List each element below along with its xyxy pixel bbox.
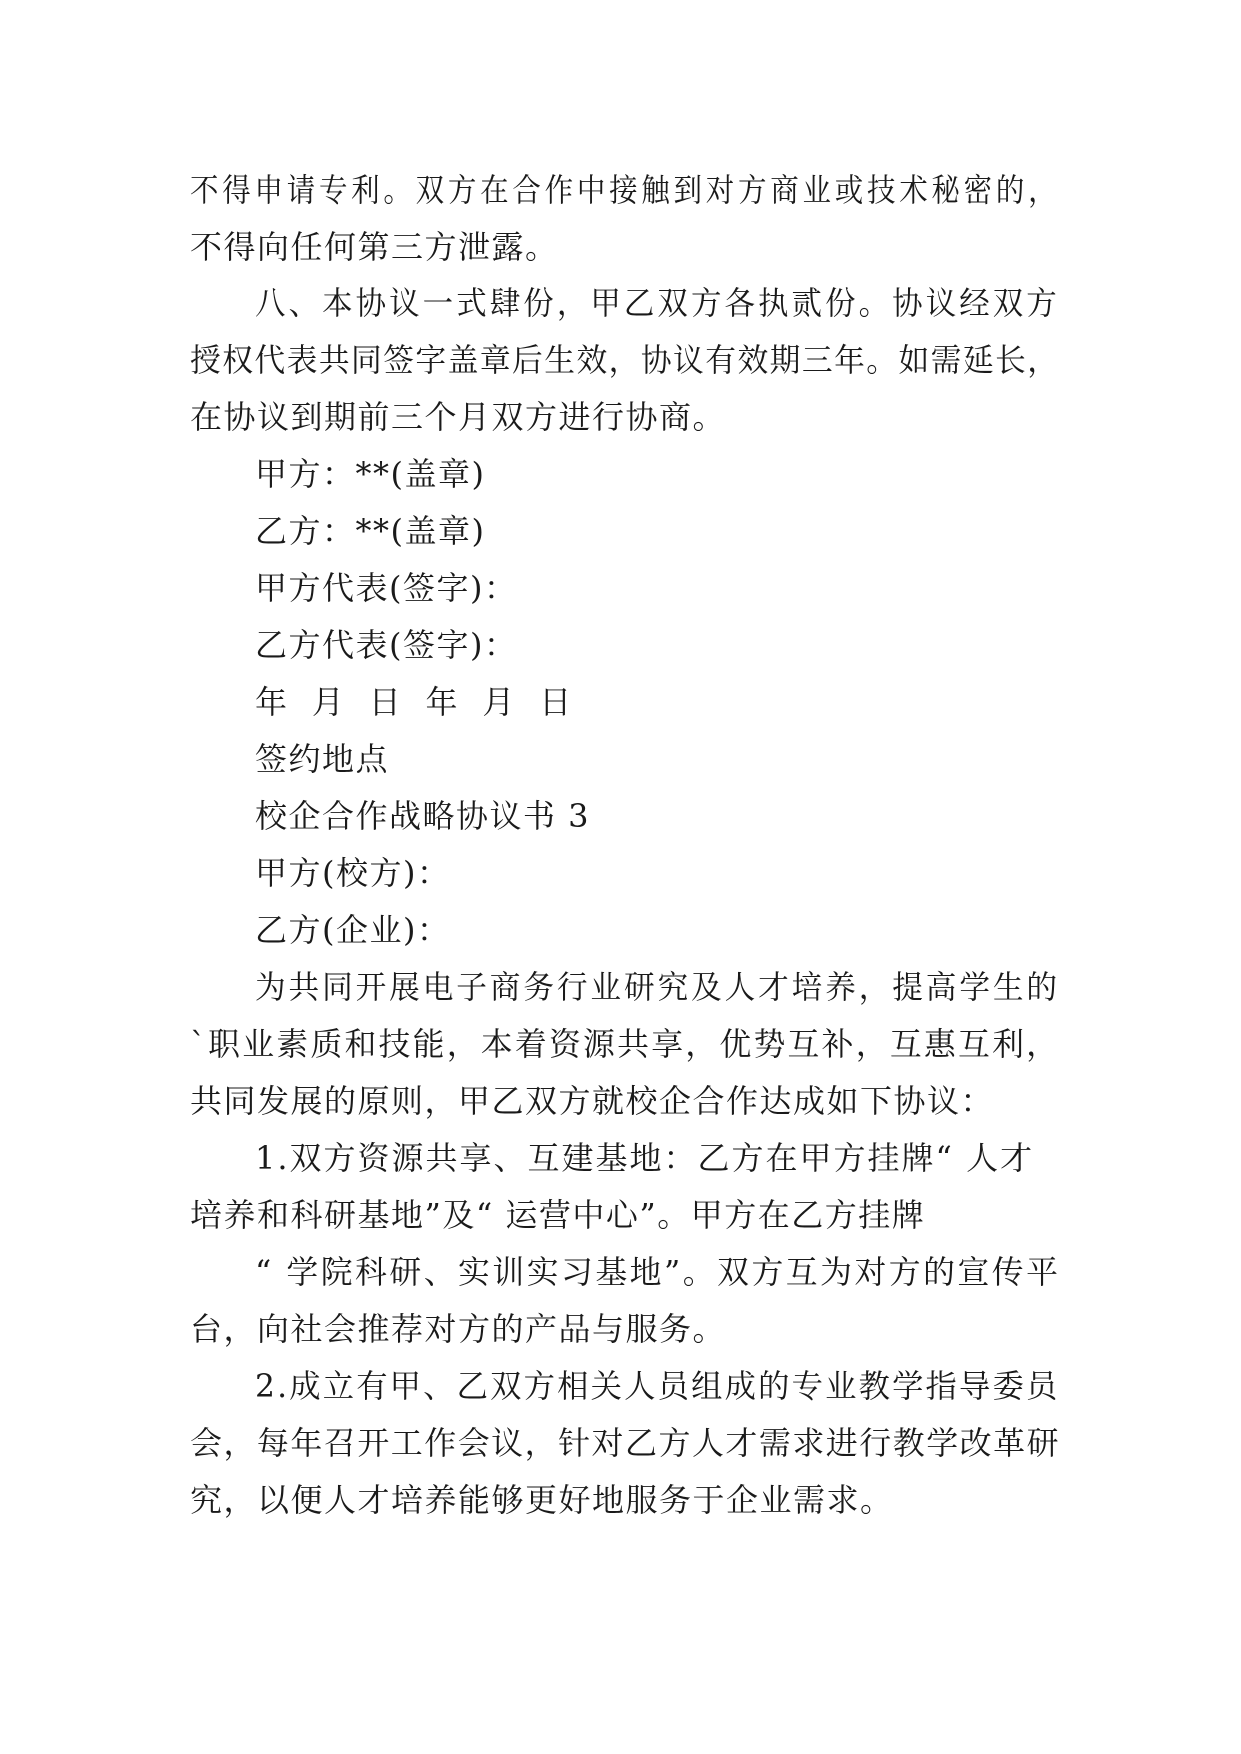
body-line: 授权代表共同签字盖章后生效，协议有效期三年。如需延长， <box>190 341 1060 379</box>
body-line: `职业素质和技能，本着资源共享，优势互补，互惠互利， <box>190 1025 1061 1063</box>
body-line: 不得申请专利。双方在合作中接触到对方商业或技术秘密的， <box>190 171 1061 209</box>
clause-2-line: 2.成立有甲、乙双方相关人员组成的专业教学指导委员 <box>255 1367 1060 1405</box>
signing-place: 签约地点 <box>255 740 390 778</box>
body-line: 在协议到期前三个月双方进行协商。 <box>190 398 727 436</box>
date-line: 年 月 日 年 月 日 <box>255 683 573 721</box>
signature-line: 乙方：**(盖章) <box>255 512 486 550</box>
body-line: 共同发展的原则，甲乙双方就校企合作达成如下协议： <box>190 1082 995 1120</box>
clause-2-line: 会，每年召开工作会议，针对乙方人才需求进行教学改革研 <box>190 1424 1061 1462</box>
clause-2-line: 究，以便人才培养能够更好地服务于企业需求。 <box>190 1481 894 1519</box>
signature-line: 乙方代表(签字)： <box>255 626 518 664</box>
signature-line: 甲方：**(盖章) <box>255 455 486 493</box>
body-line: 不得向任何第三方泄露。 <box>190 228 559 266</box>
clause-1-line: 台，向社会推荐对方的产品与服务。 <box>190 1310 727 1348</box>
signature-line: 甲方代表(签字)： <box>255 569 518 607</box>
party-line: 乙方(企业)： <box>255 911 451 949</box>
body-line: 为共同开展电子商务行业研究及人才培养，提高学生的 <box>255 968 1060 1006</box>
section-title: 校企合作战略协议书 3 <box>255 797 591 835</box>
party-line: 甲方(校方)： <box>255 854 451 892</box>
body-line: 八、本协议一式肆份，甲乙双方各执贰份。协议经双方 <box>255 284 1060 322</box>
clause-1-line: 1.双方资源共享、互建基地：乙方在甲方挂牌“ 人才 <box>255 1139 1035 1177</box>
clause-1-line: 培养和科研基地”及“ 运营中心”。甲方在乙方挂牌 <box>190 1196 926 1234</box>
clause-1-line: “ 学院科研、实训实习基地”。双方互为对方的宣传平 <box>255 1253 1061 1291</box>
